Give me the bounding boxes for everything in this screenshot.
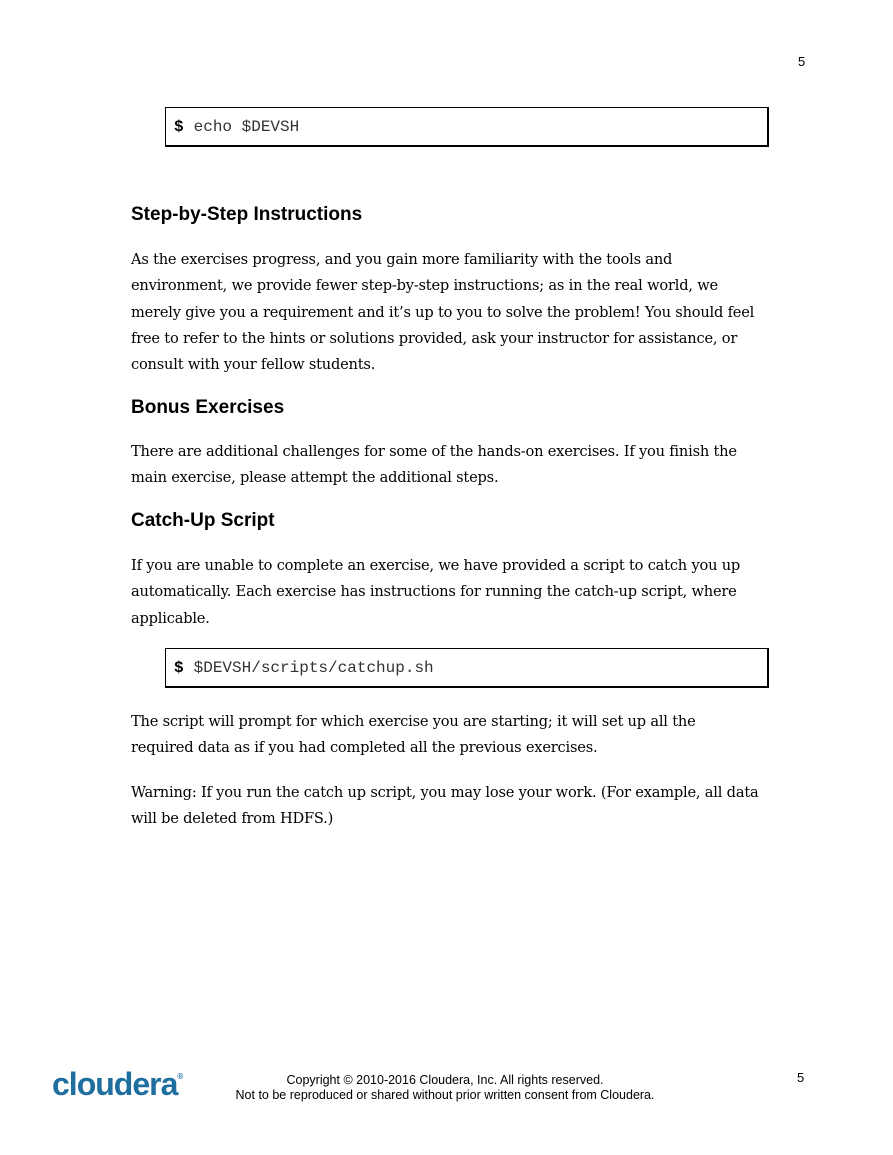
section-heading-bonus: Bonus Exercises <box>131 397 285 418</box>
copyright-line-2: Not to be reproduced or shared without prior written consent from Cloudera. <box>235 1088 655 1102</box>
shell-prompt: $ <box>174 117 184 136</box>
shell-command: echo $DEVSH <box>193 117 300 136</box>
shell-command: $DEVSH/scripts/catchup.sh <box>193 658 434 677</box>
logo-text: cloudera <box>52 1066 178 1102</box>
section-body-catchup: If you are unable to complete an exercise, we have provided a script to catch you up automatically. Each exercise has instructions for running the catch-up script, where applicable. <box>131 557 741 627</box>
section-heading-step-by-step: Step-by-Step Instructions <box>131 204 363 225</box>
section-heading-catchup: Catch-Up Script <box>131 510 275 531</box>
cloudera-logo <box>52 1066 183 1103</box>
registered-mark: ® <box>177 1072 184 1081</box>
copyright-line-1: Copyright © 2010-2016 Cloudera, Inc. All rights reserved. <box>286 1073 604 1087</box>
page-number-top: 5 <box>798 54 806 69</box>
code-block-echo <box>165 107 769 147</box>
catchup-warning: Warning: If you run the catch up script, you may lose your work. (For example, all data will be deleted from HDFS.) <box>131 784 759 828</box>
shell-prompt: $ <box>174 658 184 677</box>
page-number-bottom: 5 <box>797 1070 805 1085</box>
section-body-bonus: There are additional challenges for some of the hands-on exercises. If you finish the main exercise, please attempt the additional steps. <box>131 443 737 487</box>
footer-copyright <box>200 1073 690 1103</box>
catchup-explanation: The script will prompt for which exercise you are starting; it will set up all the required data as if you had completed all the previous exercises. <box>131 713 696 757</box>
section-body-step-by-step: As the exercises progress, and you gain more familiarity with the tools and environment, we provide fewer step-by-step instructions; as in the real world, we merely give you a requirement and it’s up to you to solve the problem! You should feel free to refer to the hints or solutions provided, ask your instructor for assistance, or consult with your fellow students. <box>131 251 755 374</box>
code-block-catchup <box>165 648 769 688</box>
